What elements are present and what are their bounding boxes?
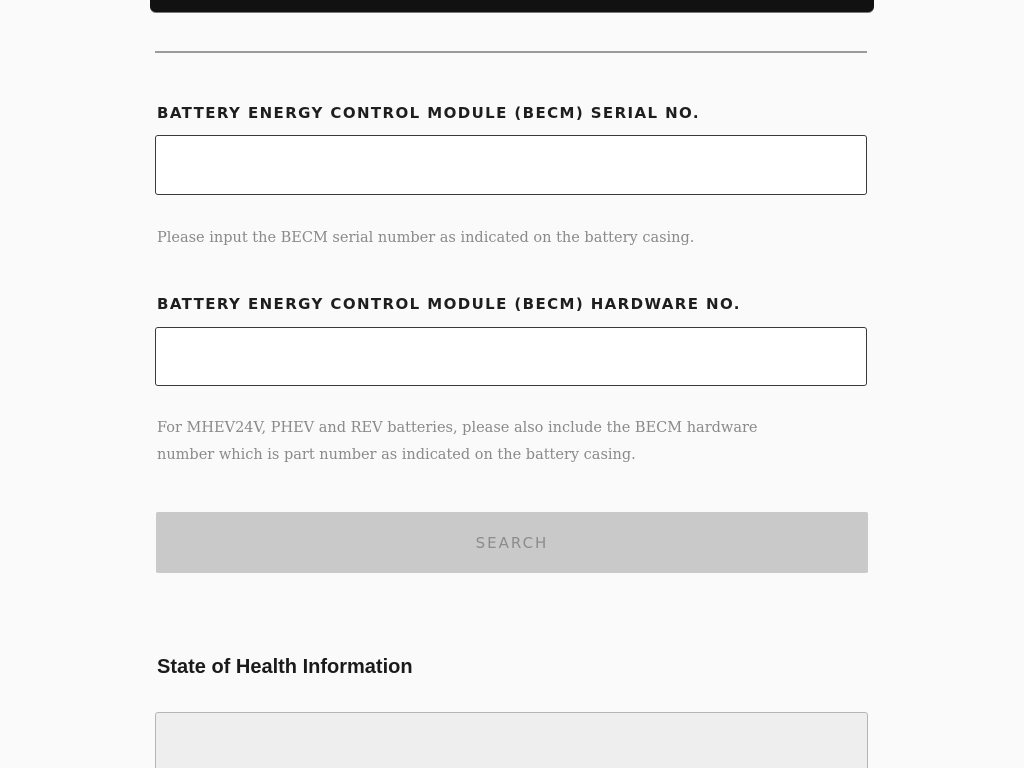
- hardware-helper-line-1: For MHEV24V, PHEV and REV batteries, please also include the BECM hardware: [157, 420, 758, 436]
- serial-number-label: BATTERY ENERGY CONTROL MODULE (BECM) SERIAL NO.: [157, 104, 700, 122]
- state-of-health-panel: [155, 712, 868, 768]
- hardware-helper-line-2: number which is part number as indicated on the battery casing.: [157, 447, 636, 463]
- serial-number-helper-text: Please input the BECM serial number as indicated on the battery casing.: [157, 230, 695, 246]
- top-banner: [150, 0, 874, 12]
- search-button[interactable]: SEARCH: [156, 512, 868, 573]
- serial-number-input[interactable]: [155, 135, 867, 195]
- hardware-number-label: BATTERY ENERGY CONTROL MODULE (BECM) HARDWARE NO.: [157, 295, 741, 313]
- hardware-number-input[interactable]: [155, 327, 867, 386]
- section-divider: [155, 51, 867, 53]
- hardware-number-helper-text: [157, 415, 757, 469]
- state-of-health-title: State of Health Information: [157, 656, 413, 678]
